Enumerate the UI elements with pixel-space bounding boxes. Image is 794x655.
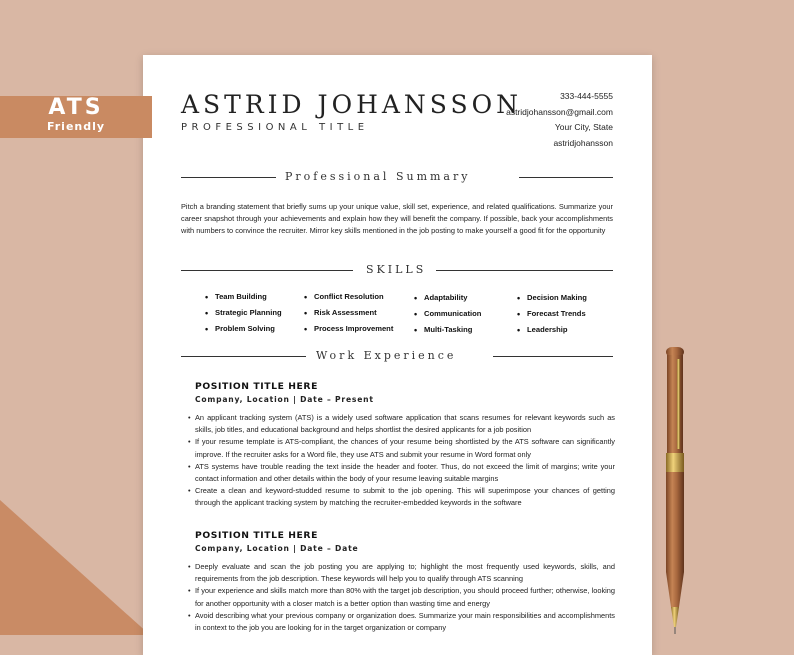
contact-linkedin: astridjohansson [553,137,613,148]
job-company-date: Company, Location | Date – Present [195,395,374,404]
divider-line [436,270,613,271]
skill-item: • Problem Solving [215,324,275,333]
job-bullet: • If your resume template is ATS-compliant, the chances of your resume being shortlisted by the ATS software can significantly improve. If the recruiter asks for a Word file, they use ATS and submit your resume in Word format only [195,436,615,460]
summary-text: Pitch a branding statement that briefly sums up your unique value, skill set, experience, and related qualifications. Summarize your career snapshot through your achievements and explain how they will benefit the company. If possible, back your accomplishments with numbers to convince the recruiter. Mirror key skills mentioned in the job posting to make yourself a good fit for the opportunity [181,202,613,235]
contact-email: astridjohansson@gmail.com [506,106,613,117]
divider-line [493,356,613,357]
pen-icon [660,345,690,635]
contact-phone: 333-444-5555 [560,91,613,101]
decorative-triangle [0,500,150,635]
job-bullet: • Deeply evaluate and scan the job posting you are applying to; highlight the most frequently used keywords, skills, and requirements from the job description. These keywords will help you to qualify through ATS scanning [195,561,615,585]
skill-item: • Conflict Resolution [314,292,384,301]
experience-heading-label: Work Experience [316,349,457,362]
divider-line [181,356,306,357]
skill-item: • Process Improvement [314,324,393,333]
skill-item: • Risk Assessment [314,308,377,317]
divider-line [181,177,276,178]
ats-friendly-banner [0,96,152,138]
resume-page [143,55,652,655]
experience-heading [181,349,613,363]
banner-subtitle: Friendly [46,120,106,133]
job-title: POSITION TITLE HERE [195,381,318,392]
job-company-date: Company, Location | Date – Date [195,544,359,553]
resume-name: ASTRID JOHANSSON [181,90,522,119]
skill-item: • Multi-Tasking [424,325,472,334]
banner-title: ATS [48,95,104,120]
job-title: POSITION TITLE HERE [195,530,318,541]
job-bullet: • Create a clean and keyword-studded resume to submit to the job opening. This will superimpose your chances of getting through the applicant tracking system by matching the recruiter-embedded keywords in the software [195,485,615,509]
divider-line [519,177,613,178]
skill-item: • Strategic Planning [215,308,282,317]
skill-item: • Decision Making [527,293,587,302]
job-bullet: • Avoid describing what your previous company or organization does. Summarize your main responsibilities and accomplishments in context to the job you are looking for in the target organization or company [195,610,615,634]
job-bullet: • If your experience and skills match more than 80% with the target job description, you should proceed further; otherwise, looking for another opportunity with a closer match is a better option than wasting time and energy [195,585,615,609]
professional-title: PROFESSIONAL TITLE [181,122,369,133]
summary-heading-label: Professional Summary [285,170,471,183]
skill-item: • Leadership [527,325,568,334]
job-bullets [195,412,615,510]
contact-location: Your City, State [554,122,613,132]
skill-item: • Communication [424,309,481,318]
skill-item: • Adaptability [424,293,467,302]
skill-item: • Team Building [215,292,267,301]
divider-line [181,270,353,271]
contact-block [506,89,613,151]
job-bullet: • ATS systems have trouble reading the text inside the header and footer. Thus, do not exceed the limit of margins; write your contact information and other details within the body of your resume leaving suitable margins [195,461,615,485]
summary-heading [181,170,613,184]
skills-heading [181,263,613,277]
job-bullets [195,561,615,634]
job-bullet: • An applicant tracking system (ATS) is a widely used software application that scans resumes for relevant keywords such as skills, job titles, and educational background and helps shortlist the desired applicants for a job position [195,412,615,436]
skill-item: • Forecast Trends [527,309,586,318]
skills-heading-label: SKILLS [366,263,427,276]
